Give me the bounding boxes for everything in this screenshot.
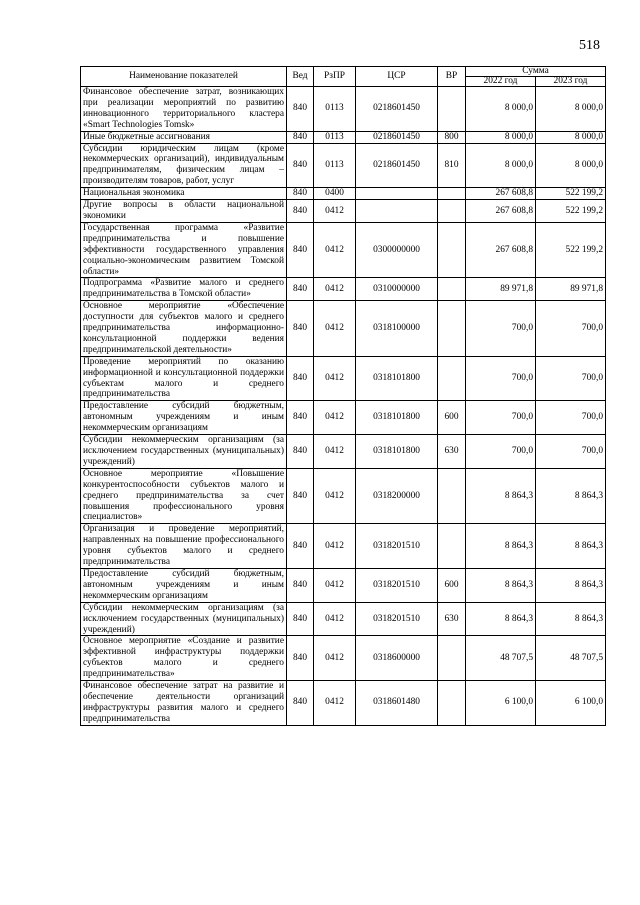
cell-csr: 0218601450 <box>356 87 438 132</box>
cell-csr: 0318100000 <box>356 301 438 357</box>
cell-rzpr: 0412 <box>314 602 356 636</box>
cell-sum-2023: 89 971,8 <box>536 278 606 301</box>
cell-sum-2023: 8 864,3 <box>536 524 606 569</box>
table-row <box>81 356 606 401</box>
page-number: 518 <box>579 38 600 53</box>
cell-vr <box>438 222 466 278</box>
cell-csr: 0318101800 <box>356 435 438 469</box>
cell-sum-2022: 700,0 <box>466 435 536 469</box>
cell-ved: 840 <box>287 188 314 200</box>
table-row <box>81 200 606 223</box>
cell-sum-2023: 8 000,0 <box>536 131 606 143</box>
cell-ved: 840 <box>287 143 314 188</box>
table-header <box>81 67 606 87</box>
cell-rzpr: 0412 <box>314 301 356 357</box>
cell-sum-2022: 700,0 <box>466 301 536 357</box>
header-year-2022: 2022 год <box>466 77 536 87</box>
cell-rzpr: 0113 <box>314 131 356 143</box>
cell-csr: 0318200000 <box>356 468 438 524</box>
cell-sum-2023: 522 199,2 <box>536 222 606 278</box>
cell-vr <box>438 301 466 357</box>
cell-csr: 0318600000 <box>356 636 438 681</box>
cell-name: Финансовое обеспечение затрат, возникающих при реализации мероприятий по развитию инновационного территориального кластера «Smart Technologies Tomsk» <box>81 87 287 132</box>
cell-vr: 630 <box>438 602 466 636</box>
cell-name: Национальная экономика <box>81 188 287 200</box>
cell-rzpr: 0412 <box>314 401 356 435</box>
cell-sum-2022: 700,0 <box>466 401 536 435</box>
cell-vr: 800 <box>438 131 466 143</box>
cell-csr: 0310000000 <box>356 278 438 301</box>
cell-name: Предоставление субсидий бюджетным, автономным учреждениям и иным некоммерческим организациям <box>81 401 287 435</box>
cell-csr <box>356 200 438 223</box>
table-body <box>81 87 606 726</box>
cell-name: Государственная программа «Развитие предпринимательства и повышение эффективности государственного управления социально-экономическим развитием Томской области» <box>81 222 287 278</box>
table-row <box>81 222 606 278</box>
cell-rzpr: 0412 <box>314 200 356 223</box>
cell-sum-2023: 700,0 <box>536 301 606 357</box>
header-year-2023: 2023 год <box>536 77 606 87</box>
cell-sum-2023: 522 199,2 <box>536 200 606 223</box>
cell-csr: 0318601480 <box>356 681 438 726</box>
cell-sum-2022: 6 100,0 <box>466 681 536 726</box>
cell-name: Субсидии некоммерческим организациям (за исключением государственных (муниципальных) учреждений) <box>81 435 287 469</box>
cell-sum-2023: 8 864,3 <box>536 568 606 602</box>
cell-csr: 0318201510 <box>356 602 438 636</box>
cell-csr: 0318101800 <box>356 356 438 401</box>
cell-rzpr: 0412 <box>314 568 356 602</box>
cell-name: Финансовое обеспечение затрат на развитие и обеспечение деятельности организаций инфраструктуры развития малого и среднего предпринимательства <box>81 681 287 726</box>
table-row <box>81 188 606 200</box>
cell-vr <box>438 681 466 726</box>
cell-vr <box>438 636 466 681</box>
cell-sum-2022: 8 864,3 <box>466 568 536 602</box>
cell-vr <box>438 188 466 200</box>
cell-ved: 840 <box>287 468 314 524</box>
table-row <box>81 468 606 524</box>
cell-csr <box>356 188 438 200</box>
cell-sum-2023: 8 000,0 <box>536 87 606 132</box>
cell-vr: 630 <box>438 435 466 469</box>
cell-ved: 840 <box>287 301 314 357</box>
cell-rzpr: 0412 <box>314 356 356 401</box>
cell-sum-2023: 48 707,5 <box>536 636 606 681</box>
cell-vr <box>438 200 466 223</box>
cell-name: Проведение мероприятий по оказанию информационной и консультационной поддержки субъектам малого и среднего предпринимательства <box>81 356 287 401</box>
cell-sum-2022: 8 000,0 <box>466 87 536 132</box>
cell-ved: 840 <box>287 356 314 401</box>
header-sum: Сумма <box>466 67 606 77</box>
cell-name: Предоставление субсидий бюджетным, автономным учреждениям и иным некоммерческим организациям <box>81 568 287 602</box>
cell-ved: 840 <box>287 401 314 435</box>
cell-sum-2023: 700,0 <box>536 356 606 401</box>
cell-sum-2023: 8 864,3 <box>536 468 606 524</box>
table-row <box>81 301 606 357</box>
cell-ved: 840 <box>287 435 314 469</box>
cell-ved: 840 <box>287 278 314 301</box>
cell-rzpr: 0113 <box>314 143 356 188</box>
cell-sum-2023: 8 000,0 <box>536 143 606 188</box>
cell-rzpr: 0412 <box>314 636 356 681</box>
cell-sum-2023: 8 864,3 <box>536 602 606 636</box>
cell-ved: 840 <box>287 568 314 602</box>
table-row <box>81 401 606 435</box>
table-row <box>81 435 606 469</box>
cell-ved: 840 <box>287 87 314 132</box>
cell-sum-2023: 700,0 <box>536 401 606 435</box>
cell-csr: 0318201510 <box>356 568 438 602</box>
cell-ved: 840 <box>287 602 314 636</box>
cell-rzpr: 0412 <box>314 435 356 469</box>
cell-csr: 0300000000 <box>356 222 438 278</box>
cell-vr <box>438 87 466 132</box>
cell-ved: 840 <box>287 636 314 681</box>
cell-rzpr: 0412 <box>314 524 356 569</box>
cell-sum-2022: 8 864,3 <box>466 602 536 636</box>
cell-csr: 0318201510 <box>356 524 438 569</box>
cell-rzpr: 0412 <box>314 468 356 524</box>
cell-name: Субсидии юридическим лицам (кроме некоммерческих организаций), индивидуальным предпринимателям, физическим лицам – производителям товаров, работ, услуг <box>81 143 287 188</box>
budget-table <box>80 66 606 726</box>
table-row <box>81 143 606 188</box>
cell-rzpr: 0412 <box>314 681 356 726</box>
table-row <box>81 87 606 132</box>
cell-sum-2022: 48 707,5 <box>466 636 536 681</box>
cell-rzpr: 0412 <box>314 278 356 301</box>
cell-csr: 0218601450 <box>356 143 438 188</box>
cell-sum-2022: 8 000,0 <box>466 143 536 188</box>
cell-sum-2022: 89 971,8 <box>466 278 536 301</box>
header-name: Наименование показателей <box>81 67 287 87</box>
header-vr: ВР <box>438 67 466 87</box>
cell-sum-2023: 6 100,0 <box>536 681 606 726</box>
cell-sum-2022: 700,0 <box>466 356 536 401</box>
cell-sum-2022: 8 864,3 <box>466 468 536 524</box>
header-ved: Вед <box>287 67 314 87</box>
table-row <box>81 602 606 636</box>
table-row <box>81 524 606 569</box>
cell-sum-2022: 8 864,3 <box>466 524 536 569</box>
cell-sum-2023: 522 199,2 <box>536 188 606 200</box>
cell-name: Основное мероприятие «Создание и развитие эффективной инфраструктуры поддержки субъектов малого и среднего предпринимательства» <box>81 636 287 681</box>
cell-name: Основное мероприятие «Повышение конкурентоспособности субъектов малого и среднего предпринимательства за счет повышения профессионального уровня специалистов» <box>81 468 287 524</box>
cell-vr <box>438 524 466 569</box>
cell-ved: 840 <box>287 200 314 223</box>
cell-name: Организация и проведение мероприятий, направленных на повышение профессионального уровня субъектов малого и среднего предпринимательства <box>81 524 287 569</box>
header-rzpr: РзПР <box>314 67 356 87</box>
table-row <box>81 131 606 143</box>
cell-csr: 0218601450 <box>356 131 438 143</box>
cell-name: Основное мероприятие «Обеспечение доступности для субъектов малого и среднего предпринимательства информационно-консультационной поддержки ведения предпринимательской деятельности» <box>81 301 287 357</box>
cell-rzpr: 0400 <box>314 188 356 200</box>
cell-sum-2022: 267 608,8 <box>466 200 536 223</box>
cell-csr: 0318101800 <box>356 401 438 435</box>
table-row <box>81 636 606 681</box>
header-csr: ЦСР <box>356 67 438 87</box>
table-row <box>81 278 606 301</box>
table-row <box>81 568 606 602</box>
table-row <box>81 681 606 726</box>
cell-name: Другие вопросы в области национальной экономики <box>81 200 287 223</box>
cell-name: Иные бюджетные ассигнования <box>81 131 287 143</box>
cell-sum-2023: 700,0 <box>536 435 606 469</box>
cell-ved: 840 <box>287 681 314 726</box>
cell-vr: 600 <box>438 568 466 602</box>
cell-ved: 840 <box>287 524 314 569</box>
cell-vr <box>438 278 466 301</box>
cell-name: Подпрограмма «Развитие малого и среднего предпринимательства в Томской области» <box>81 278 287 301</box>
cell-vr: 600 <box>438 401 466 435</box>
cell-sum-2022: 267 608,8 <box>466 222 536 278</box>
cell-rzpr: 0412 <box>314 222 356 278</box>
cell-vr <box>438 356 466 401</box>
cell-vr <box>438 468 466 524</box>
cell-ved: 840 <box>287 131 314 143</box>
cell-ved: 840 <box>287 222 314 278</box>
cell-sum-2022: 267 608,8 <box>466 188 536 200</box>
cell-vr: 810 <box>438 143 466 188</box>
cell-name: Субсидии некоммерческим организациям (за исключением государственных (муниципальных) учреждений) <box>81 602 287 636</box>
cell-sum-2022: 8 000,0 <box>466 131 536 143</box>
cell-rzpr: 0113 <box>314 87 356 132</box>
